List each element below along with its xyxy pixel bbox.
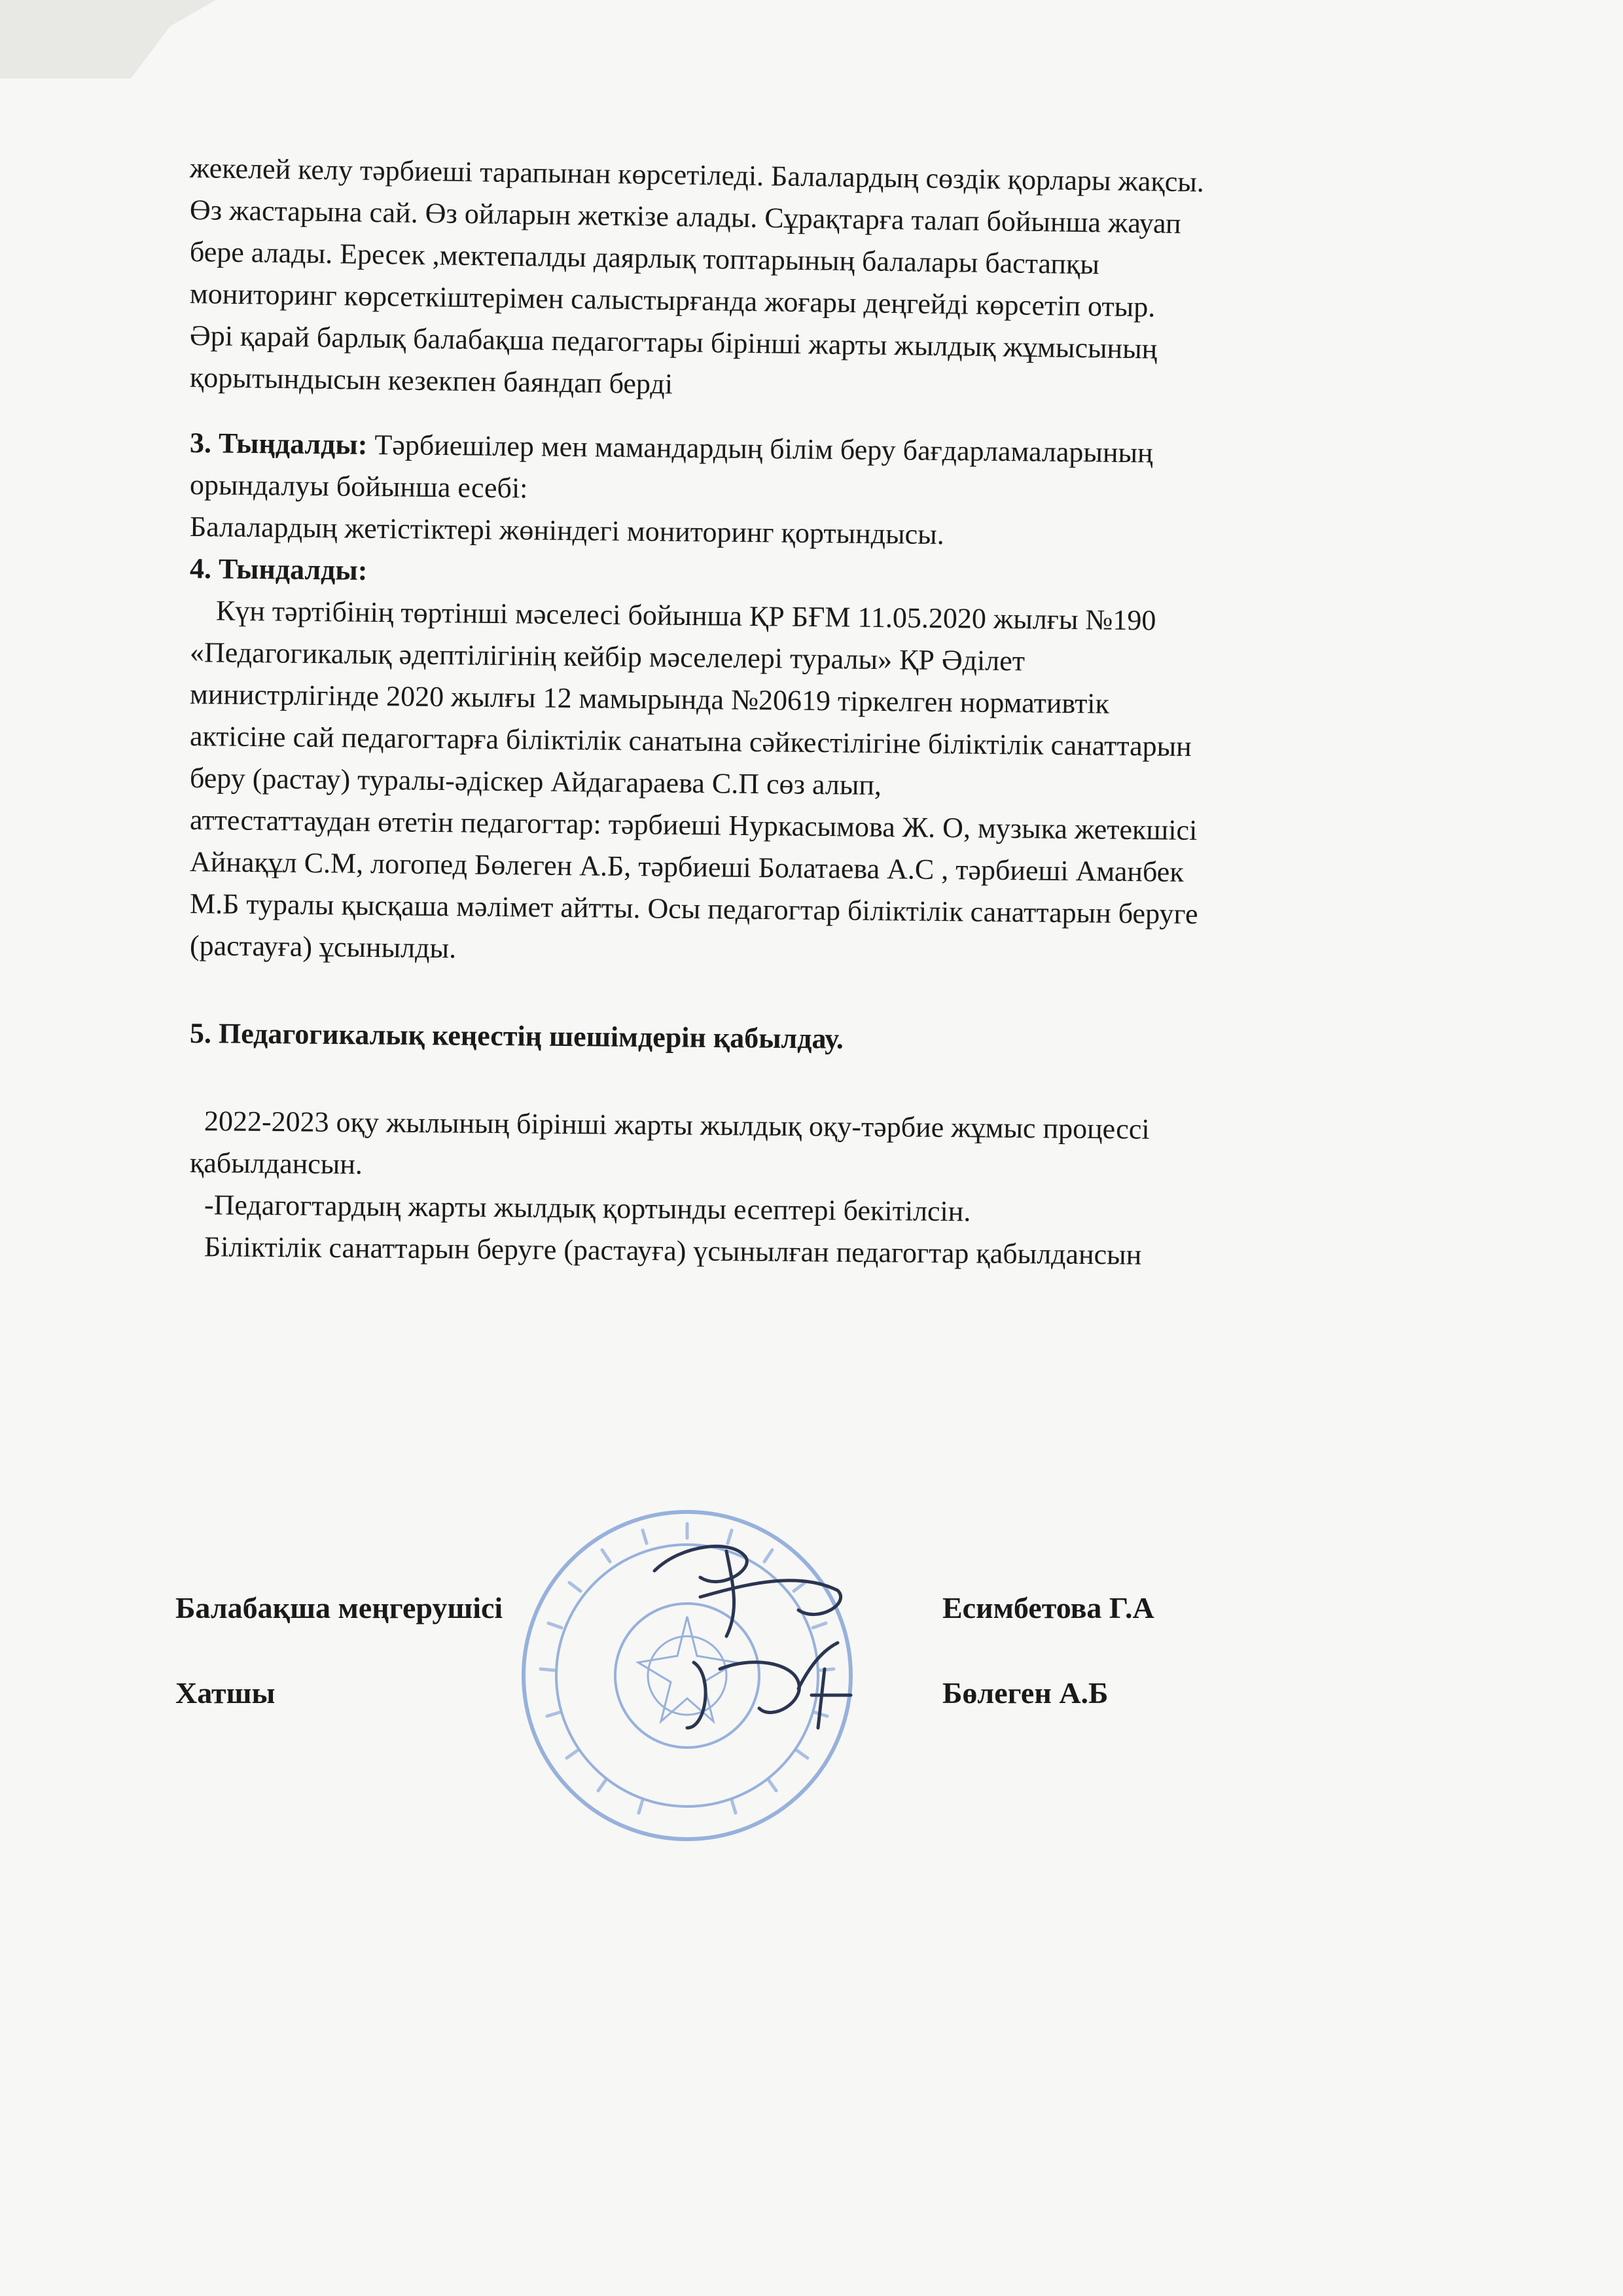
text-line: Айнақұл С.М, логопед Бөлеген А.Б, тәрбиеші Болатаева А.С , тәрбиеші Аманбек — [189, 846, 1184, 888]
text-line: Күн тәртібінің төртінші мәселесі бойынша ҚР БҒМ 11.05.2020 жылғы №190 — [215, 594, 1156, 637]
decision-line: -Педагогтардың жарты жылдық қортынды есептері бекітілсін. — [204, 1189, 971, 1228]
text-line: Өз жастарына сай. Өз ойларын жеткізе алады. Сұрақтарға талап бойынша жауап — [189, 194, 1181, 240]
decision-line: 2022-2023 оқу жылының бірінші жарты жылдық оқу-тәрбие жұмыс процессі — [204, 1105, 1150, 1145]
agenda-item-5 — [189, 1013, 1564, 1271]
text-line: беру (растау) туралы-әдіскер Айдагараева С.П сөз алып, — [189, 762, 882, 802]
text-line: бере алады. Ересек ,мектепалды даярлық топтарының балалары бастапқы — [189, 236, 1100, 281]
text-line: Балалардың жетістіктері жөніндегі мониторинг қортындысы. — [189, 511, 945, 551]
text-line: «Педагогикалық әдептілігінің кейбір мәселелері туралы» ҚР Әділет — [189, 636, 1026, 677]
text-line: мониторинг көрсеткіштерімен салыстырғанда жоғары деңгейді көрсетіп отыр. — [189, 278, 1156, 323]
text-line: (растауға) ұсынылды. — [189, 929, 457, 965]
agenda-heading: 3. Тыңдалды: — [189, 427, 368, 461]
scan-edge-shadow — [0, 0, 236, 79]
bleed-through-texture — [164, 1395, 1584, 2204]
decision-line: Біліктілік санаттарын беруге (растауға) үсынылған педагогтар қабылдансын — [204, 1230, 1142, 1271]
text-line: жекелей келу тәрбиеші тарапынан көрсетіледі. Балалардың сөздік қорлары жақсы. — [189, 152, 1205, 198]
signature-role: Балабақша меңгерушісі — [175, 1591, 503, 1624]
signature-name: Бөлеген А.Б — [942, 1676, 1109, 1710]
agenda-heading: 4. Тындалды: — [189, 552, 368, 586]
agenda-text: Тәрбиешілер мен мамандардың білім беру бағдарламаларының — [367, 428, 1153, 469]
signature-row-head — [175, 1590, 1432, 1676]
signature-row-secretary — [175, 1676, 1432, 1761]
text-line: М.Б туралы қысқаша мәлімет айтты. Осы педагогтар біліктілік санаттарын беруге — [189, 888, 1198, 931]
signature-role: Хатшы — [175, 1676, 276, 1710]
text-line: министрлігінде 2020 жылғы 12 мамырында №20619 тіркелген нормативтік — [189, 678, 1110, 720]
text-line: Әрі қарай барлық балабақша педагогтары бірінші жарты жылдық жұмысының — [189, 319, 1158, 365]
text-line: орындалуы бойынша есебі: — [189, 469, 528, 505]
signature-block — [175, 1590, 1432, 1761]
text-line: аттестаттаудан өтетін педагогтар: тәрбиеші Нуркасымова Ж. О, музыка жетекшісі — [189, 804, 1198, 847]
agenda-heading: 5. Педагогикалық кеңестің шешімдерін қабылдау. — [189, 1017, 844, 1055]
decision-line: қабылдансын. — [189, 1147, 363, 1181]
text-line: қорытындысын кезекпен баяндап берді — [189, 361, 673, 401]
paragraph-summary — [190, 147, 1564, 399]
signature-name: Есимбетова Г.А — [942, 1591, 1154, 1624]
text-line: актісіне сай педагогтарға біліктілік санатына сәйкестілігіне біліктілік санаттарын — [189, 720, 1192, 763]
document-body — [189, 147, 1564, 1271]
agenda-item-3 — [189, 422, 1564, 551]
agenda-item-4 — [190, 548, 1564, 967]
